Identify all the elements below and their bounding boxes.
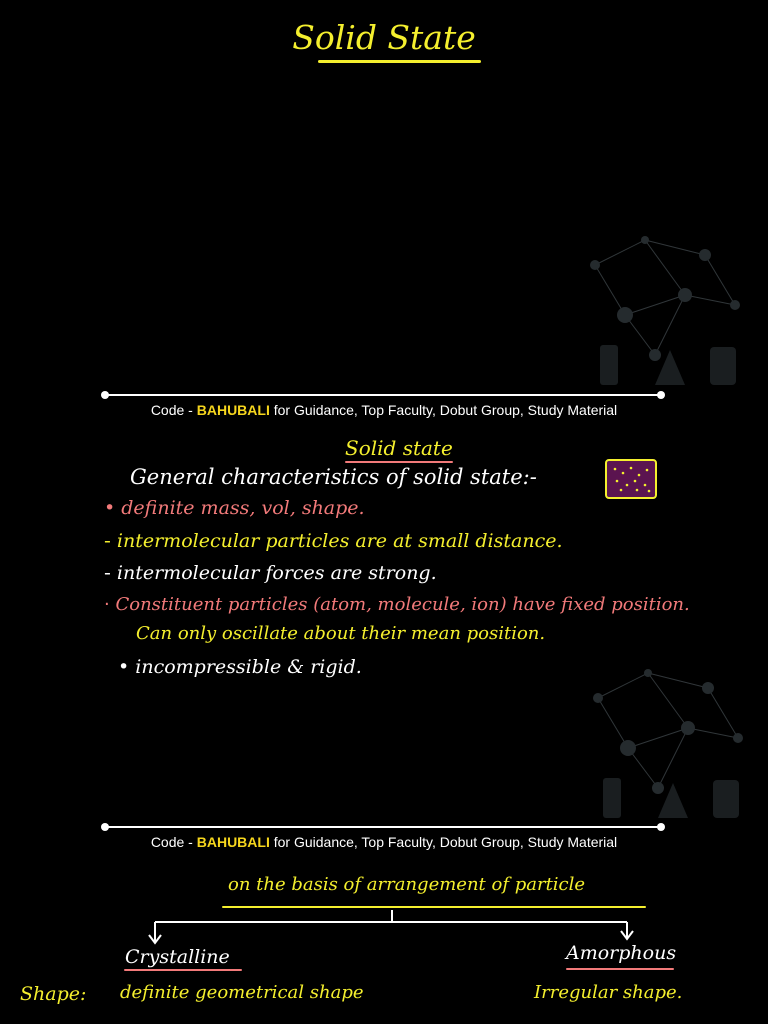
bullet-text: definite mass, vol, shape. xyxy=(121,497,365,519)
bullet-text: Constituent particles (atom, molecule, ion) have fixed position. xyxy=(115,594,690,615)
slide1-bullet-3: - intermolecular forces are strong. xyxy=(104,562,437,584)
page-title: Solid State xyxy=(292,18,476,57)
crystalline-label: Crystalline xyxy=(125,946,230,968)
slide1-heading: Solid state xyxy=(345,436,453,460)
slide1-bullet-2: - intermolecular particles are at small distance. xyxy=(104,530,563,552)
amorphous-underline xyxy=(566,968,674,970)
banner-code: BAHUBALI xyxy=(196,834,270,850)
slide1-bullet-1: • definite mass, vol, shape. xyxy=(104,497,365,519)
banner-code: BAHUBALI xyxy=(196,402,270,418)
bullet-text: incompressible & rigid. xyxy=(135,656,362,678)
banner-prefix: Code - xyxy=(150,402,197,418)
slide1-bullet-5: • incompressible & rigid. xyxy=(118,656,362,678)
amorphous-label: Amorphous xyxy=(566,942,677,964)
crystalline-shape-value: definite geometrical shape xyxy=(120,982,364,1003)
shape-row-label: Shape: xyxy=(20,983,87,1005)
slide1-bullet-4: · Constituent particles (atom, molecule, ion) have fixed position. xyxy=(104,594,690,615)
bullet-text: intermolecular forces are strong. xyxy=(116,562,437,584)
banner-suffix: for Guidance, Top Faculty, Dobut Group, Study Material xyxy=(269,834,618,850)
bullet-text: intermolecular particles are at small distance. xyxy=(116,530,563,552)
slide2-heading: on the basis of arrangement of particle xyxy=(228,874,586,895)
slide1-subheading: General characteristics of solid state:- xyxy=(130,465,537,489)
banner-prefix: Code - xyxy=(150,834,197,850)
amorphous-shape-value: Irregular shape. xyxy=(534,982,683,1003)
crystalline-underline xyxy=(124,969,242,971)
bullet-text: Can only oscillate about their mean position. xyxy=(136,623,546,644)
banner-suffix: for Guidance, Top Faculty, Dobut Group, Study Material xyxy=(269,402,618,418)
